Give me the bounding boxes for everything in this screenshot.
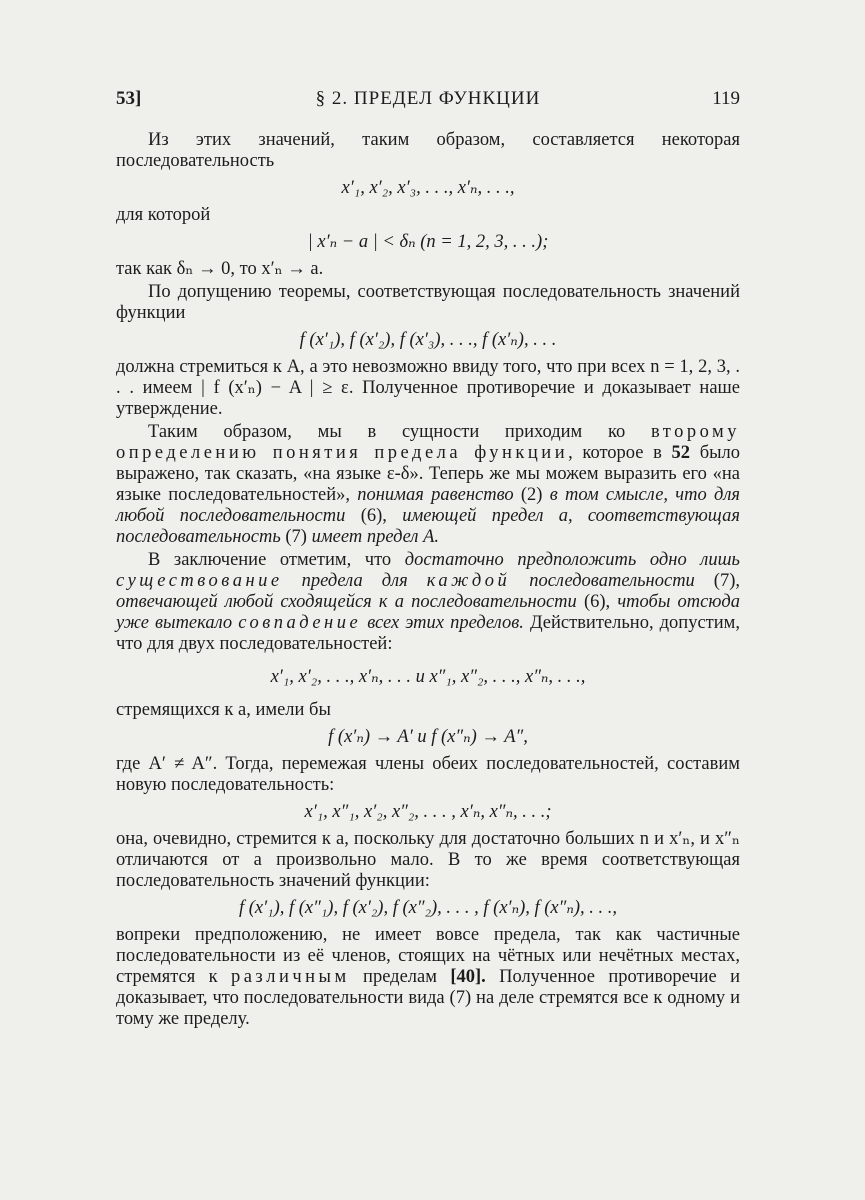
p5-text: В заключение отметим, что: [148, 550, 392, 570]
p4-eq-ref: (7): [285, 527, 307, 547]
formula-interleaved-values: f (x′₁), f (x″₁), f (x′₂), f (x″₂), . . . , f (x′ₙ), f (x″ₙ), . . .,: [238, 898, 617, 918]
paragraph-2: По допущению теоремы, соответствующая последовательность значений функции: [116, 282, 740, 323]
p5-eq-ref: (6),: [583, 592, 611, 612]
page-body: [116, 130, 740, 1030]
p4-section-ref: 52: [671, 443, 691, 463]
running-title: § 2. ПРЕДЕЛ ФУНКЦИИ: [315, 88, 541, 109]
p8-text: Полученное противоречие и доказывает, что последовательности вида (7) на деле стремятся все к одному и тому же пределу.: [116, 967, 741, 1029]
line-since: так как δₙ → 0, то x′ₙ → a.: [116, 259, 324, 279]
p8-section-ref: [40].: [450, 967, 486, 987]
formula-two-sequences: x′₁, x′₂, . . ., x′ₙ, . . . и x″₁, x″₂, . . ., x″ₙ, . . .,: [270, 667, 586, 687]
p5-italic: предела для: [301, 571, 408, 591]
p5-eq-ref: (7),: [713, 571, 740, 591]
formula-sequence-x: x′₁, x′₂, x′₃, . . ., x′ₙ, . . .,: [341, 178, 515, 198]
p4-text: , которое в: [568, 443, 662, 463]
paragraph-5: [116, 550, 740, 655]
formula-function-values: f (x′₁), f (x′₂), f (x′₃), . . ., f (x′ₙ), . . .: [299, 330, 557, 350]
p5-spaced-italic: существование: [116, 571, 283, 591]
p4-text: Таким образом, мы в сущности приходим ко: [148, 422, 626, 442]
paragraph-1: Из этих значений, таким образом, составляется некоторая последовательность: [116, 130, 740, 171]
p5-italic: отвечающей любой сходящейся к a последовательности: [116, 592, 577, 612]
formula-inequality: | x′ₙ − a | < δₙ (n = 1, 2, 3, . . .);: [307, 232, 549, 252]
p5-italic: последовательности: [529, 571, 695, 591]
p4-italic: понимая равенство: [357, 485, 514, 505]
line-for-which: для которой: [116, 205, 211, 225]
section-number: 53]: [116, 88, 142, 109]
paragraph-3: должна стремиться к A, а это невозможно ввиду того, что при всех n = 1, 2, 3, . . . имеем | f (x′ₙ) − A | ≥ ε. Полученное противоречие и доказывает наше утверждение.: [116, 357, 740, 419]
p4-eq-ref: (6),: [360, 506, 387, 526]
p4-text: было выражено, так сказать, «на языке ε-δ». Теперь же мы можем выразить его «на языке последовательностей»,: [116, 443, 741, 505]
formula-limits: f (x′ₙ) → A′ и f (x″ₙ) → A″,: [328, 727, 528, 747]
formula-interleaved-sequence: x′₁, x″₁, x′₂, x″₂, . . . , x′ₙ, x″ₙ, . . .;: [304, 802, 552, 822]
p8-text: вопреки предположению, не имеет вовсе предела, так как частичные последовательности из её членов, стоящих на чётных или нечётных местах, стремятся к: [116, 925, 740, 987]
p8-spaced: различным: [230, 967, 350, 987]
p4-spaced-definition: второму определению понятия предела функции: [116, 422, 740, 463]
p5-text: Действительно, допустим, что для двух последовательностей:: [116, 613, 740, 654]
line-tending-to-a: стремящихся к a, имели бы: [116, 700, 331, 720]
p5-spaced-italic: каждой: [426, 571, 511, 591]
page-number: 119: [712, 88, 740, 109]
p5-spaced-italic: совпадение: [238, 613, 362, 633]
p5-italic: всех этих пределов.: [367, 613, 524, 633]
p8-text: пределам: [363, 967, 437, 987]
p4-eq-ref: (2): [520, 485, 543, 505]
paragraph-7: она, очевидно, стремится к a, поскольку для достаточно больших n и x′ₙ, и x″ₙ отличаются от a произвольно мало. В то же время соответствующая последовательность значений функции:: [116, 829, 740, 891]
p4-italic: имеет предел A.: [311, 527, 440, 547]
paragraph-6: где A′ ≠ A″. Тогда, перемежая члены обеих последовательностей, составим новую последовательность:: [116, 754, 740, 795]
p5-italic: достаточно предположить одно лишь: [404, 550, 740, 570]
p4-italic: в том смысле, что для любой последовательности: [116, 485, 740, 526]
paragraph-8: [116, 925, 740, 1030]
p4-italic: имеющей предел a, соответствующая последовательность: [116, 506, 741, 547]
page-header: [116, 88, 740, 114]
p5-italic: чтобы отсюда уже вытекало: [116, 592, 740, 633]
paragraph-4: [116, 422, 740, 548]
